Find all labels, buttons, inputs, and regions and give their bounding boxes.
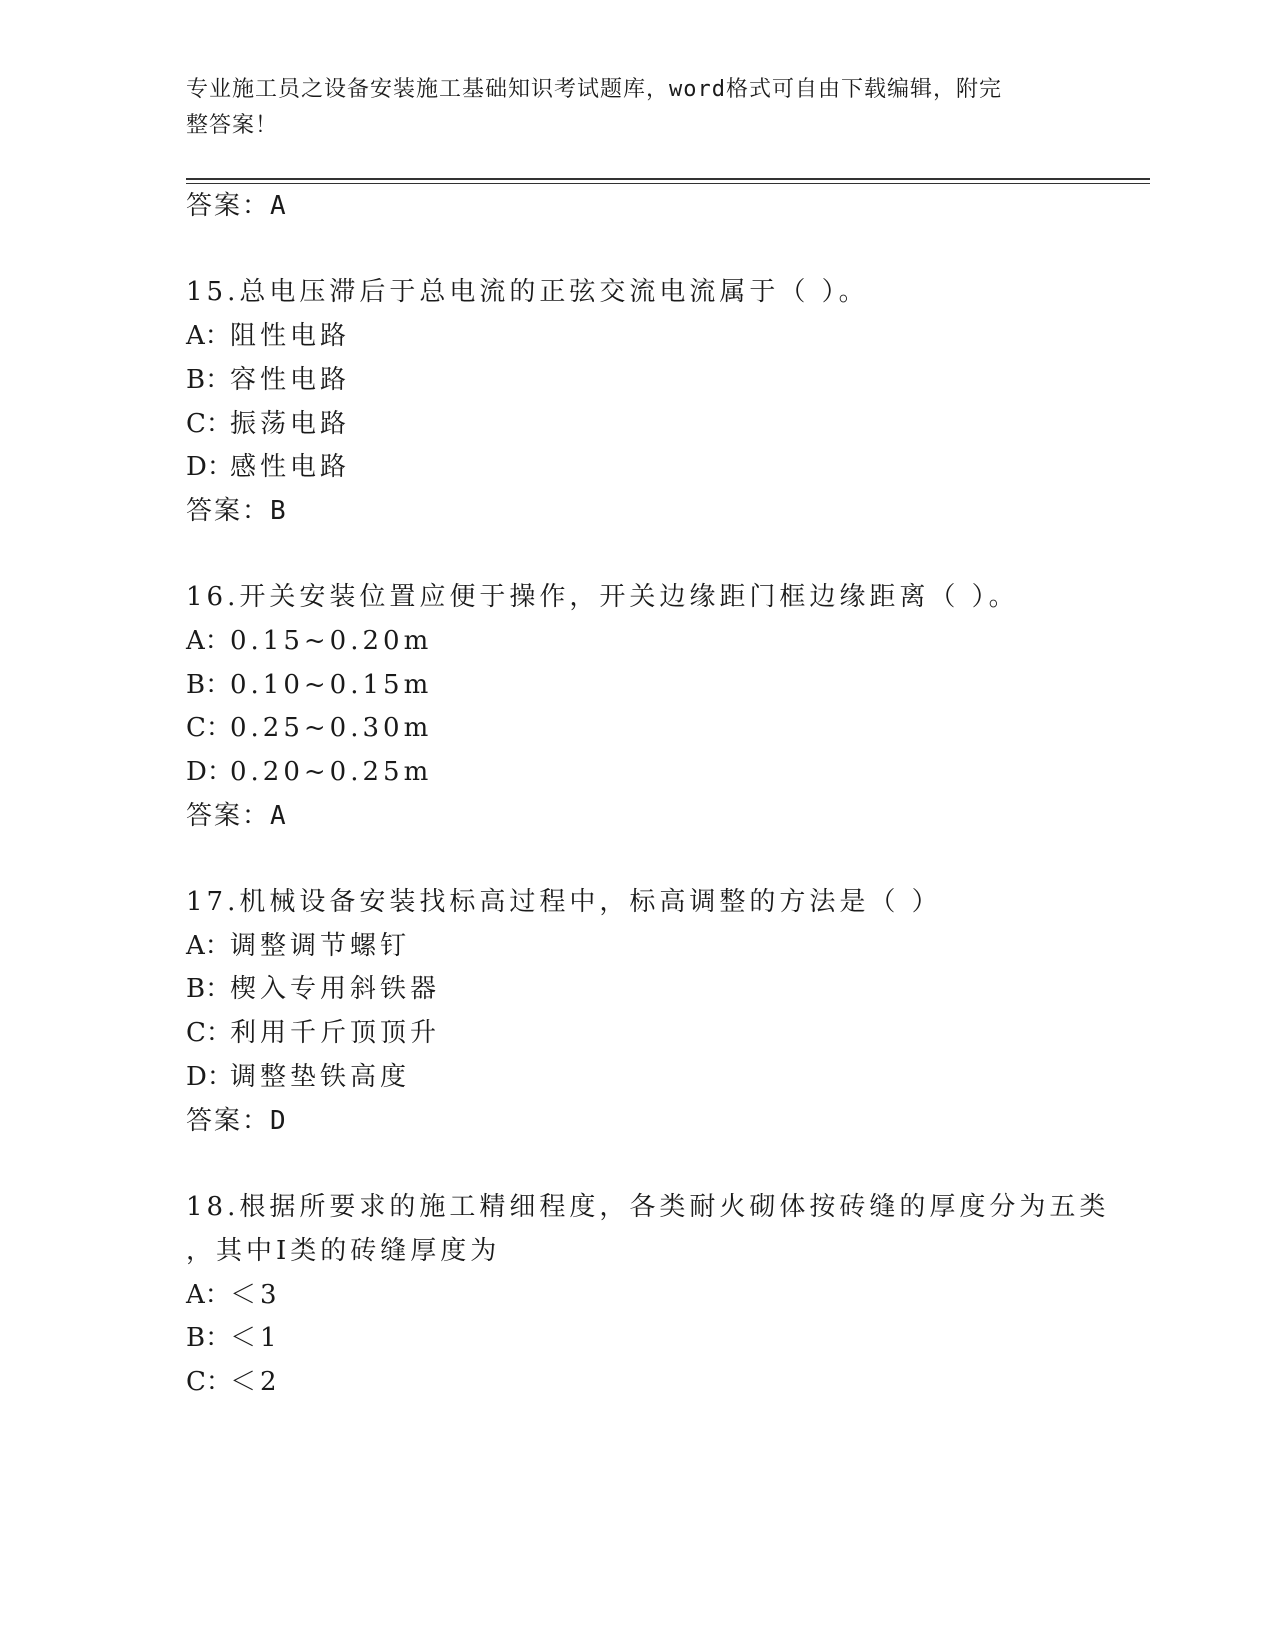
answer-line: 答案：A xyxy=(186,191,288,221)
option-d xyxy=(186,447,350,487)
option-letter: B： xyxy=(186,365,232,395)
option-letter: D： xyxy=(186,452,233,482)
option-letter: D： xyxy=(186,1062,233,1092)
header-divider-thin xyxy=(186,183,1150,184)
option-letter: D： xyxy=(186,757,233,787)
option-text: ＜2 xyxy=(230,1367,281,1397)
option-text: ＜3 xyxy=(230,1280,281,1310)
option-a xyxy=(186,926,410,966)
document-header xyxy=(186,72,1066,144)
question-stem-continued: ，其中Ⅰ类的砖缝厚度为 xyxy=(186,1236,501,1266)
option-a xyxy=(186,621,432,661)
option-letter: C： xyxy=(186,713,232,743)
option-d xyxy=(186,752,432,792)
option-letter: A： xyxy=(186,1280,231,1310)
option-a xyxy=(186,316,350,356)
answer-line: 答案：B xyxy=(186,496,288,526)
option-b xyxy=(186,665,432,705)
option-letter: A： xyxy=(186,321,231,351)
header-line-2: 整答案！ xyxy=(186,113,279,138)
option-text: 0.15~0.20m xyxy=(230,626,433,656)
option-d xyxy=(186,1057,410,1097)
option-letter: A： xyxy=(186,931,231,961)
option-letter: C： xyxy=(186,409,232,439)
question-stem: 16.开关安装位置应便于操作，开关边缘距门框边缘距离（ ）。 xyxy=(186,582,1019,612)
option-text: ＜1 xyxy=(230,1323,281,1353)
option-letter: A： xyxy=(186,626,231,656)
option-text: 容性电路 xyxy=(230,365,351,395)
option-text: 振荡电路 xyxy=(230,409,351,439)
option-b xyxy=(186,360,350,400)
option-letter: B： xyxy=(186,670,232,700)
option-text: 0.20~0.25m xyxy=(230,757,433,787)
option-text: 楔入专用斜铁器 xyxy=(230,974,441,1004)
option-text: 阻性电路 xyxy=(230,321,351,351)
option-a xyxy=(186,1275,281,1315)
option-letter: C： xyxy=(186,1367,232,1397)
option-c xyxy=(186,404,350,444)
answer-line: 答案：A xyxy=(186,801,288,831)
option-b xyxy=(186,1318,281,1358)
option-text: 调整调节螺钉 xyxy=(230,931,411,961)
option-text: 利用千斤顶顶升 xyxy=(230,1018,441,1048)
question-stem: 17.机械设备安装找标高过程中，标高调整的方法是（ ） xyxy=(186,887,942,917)
header-line-1: 专业施工员之设备安装施工基础知识考试题库，word格式可自由下载编辑，附完 xyxy=(186,77,1002,102)
option-letter: B： xyxy=(186,974,232,1004)
question-stem: 18.根据所要求的施工精细程度，各类耐火砌体按砖缝的厚度分为五类 xyxy=(186,1192,1110,1222)
option-c xyxy=(186,708,432,748)
option-c xyxy=(186,1362,281,1402)
option-text: 0.10~0.15m xyxy=(230,670,433,700)
option-letter: C： xyxy=(186,1018,232,1048)
option-b xyxy=(186,969,440,1009)
option-text: 调整垫铁高度 xyxy=(230,1062,411,1092)
option-text: 感性电路 xyxy=(230,452,351,482)
option-text: 0.25~0.30m xyxy=(230,713,433,743)
header-divider-thick xyxy=(186,178,1150,180)
answer-line: 答案：D xyxy=(186,1106,288,1136)
option-c xyxy=(186,1013,440,1053)
option-letter: B： xyxy=(186,1323,232,1353)
question-stem: 15.总电压滞后于总电流的正弦交流电流属于（ ）。 xyxy=(186,277,869,307)
